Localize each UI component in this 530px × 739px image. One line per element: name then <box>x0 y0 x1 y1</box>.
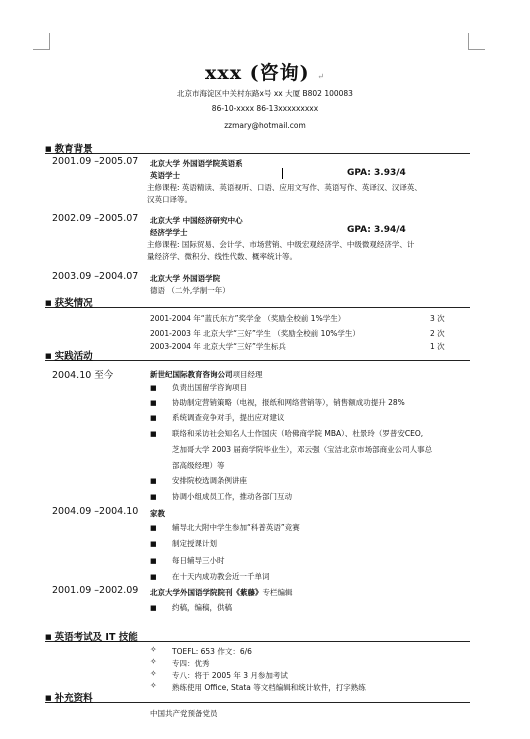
section-education: ■ 教育背景 <box>45 141 470 154</box>
bullet-icon: ■ <box>150 540 157 548</box>
practice-bullet-text: 辅导北大附中学生参加“科普英语”竞赛 <box>172 523 300 532</box>
practice-bullet-text: 约稿，编稿，供稿 <box>172 603 232 612</box>
page-corner-top-right <box>468 33 485 50</box>
practice-bullet-text: 在十天内成功教会近一千单词 <box>172 572 270 581</box>
section-bullet-icon: ■ <box>45 694 52 702</box>
award-count: 1 次 <box>430 342 445 351</box>
skill-item: TOEFL: 653 作文：6/6 <box>172 647 252 656</box>
supplement-text: 中国共产党预备党员 <box>150 709 218 718</box>
diamond-bullet-icon: ✧ <box>150 669 157 678</box>
resume-title: xxx (咨询) ↵ <box>205 62 325 84</box>
bullet-icon: ■ <box>150 384 157 392</box>
edu-gpa: GPA: 3.94/4 <box>347 225 406 235</box>
edu-degree: 德语 （二外,学制一年） <box>150 286 230 295</box>
award-item: 2003-2004 年 北京大学“三好”学生标兵 <box>150 342 286 351</box>
text-cursor <box>282 168 283 179</box>
practice-bullet-text: 部高级经理）等 <box>172 461 225 470</box>
edu-school: 北京大学 中国经济研究中心 <box>150 216 243 225</box>
section-bullet-icon: ■ <box>45 633 52 641</box>
bullet-icon: ■ <box>150 524 157 532</box>
section-practice: ■ 实践活动 <box>45 348 470 361</box>
edu-degree: 经济学学士 <box>150 228 188 237</box>
edu-gpa: GPA: 3.93/4 <box>347 168 406 178</box>
award-item: 2001-2003 年 北京大学“三好”学生 （奖励全校前 10%学生） <box>150 329 360 338</box>
section-awards: ■ 获奖情况 <box>45 295 470 308</box>
bullet-icon: ■ <box>150 493 157 501</box>
skill-item: 专八：将于 2005 年 3 月参加考试 <box>172 671 288 680</box>
practice-bullet-text: 负责出国留学咨询项目 <box>172 383 247 392</box>
edu-date: 2003.09 –2004.07 <box>52 271 139 282</box>
award-count: 2 次 <box>430 329 445 338</box>
edu-courses: 汉英口译等。 <box>147 195 192 204</box>
bullet-icon: ■ <box>150 399 157 407</box>
bullet-icon: ■ <box>150 557 157 565</box>
edu-courses: 主修课程: 英语精读、英语视听、口语、应用文写作、英语写作、英译汉、汉译英、 <box>147 183 422 192</box>
paragraph-mark-icon: ↵ <box>317 72 325 81</box>
bullet-icon: ■ <box>150 604 157 612</box>
diamond-bullet-icon: ✧ <box>150 657 157 666</box>
section-bullet-icon: ■ <box>45 299 52 307</box>
award-count: 3 次 <box>430 314 445 323</box>
bullet-icon: ■ <box>150 414 157 422</box>
section-bullet-icon: ■ <box>45 352 52 360</box>
practice-date: 2004.09 –2004.10 <box>52 506 139 517</box>
practice-bullet-text: 系统调查竞争对手，提出应对建议 <box>172 413 285 422</box>
practice-bullet-text: 协助制定营销策略（电视，报纸和网络营销等），销售额成功提升 28% <box>172 398 405 407</box>
edu-courses: 主修课程: 国际贸易、会计学、市场营销、中级宏观经济学、中级微观经济学、计 <box>147 240 415 249</box>
bullet-icon: ■ <box>150 430 157 438</box>
bullet-icon: ■ <box>150 573 157 581</box>
practice-bullet-text: 制定授课计划 <box>172 539 217 548</box>
practice-date: 2004.10 至今 <box>52 370 114 381</box>
practice-date: 2001.09 –2002.09 <box>52 585 139 596</box>
diamond-bullet-icon: ✧ <box>150 645 157 654</box>
edu-courses: 量经济学、微积分、线性代数、概率统计等。 <box>147 252 297 261</box>
skill-item: 熟练使用 Office, Stata 等文档编辑和统计软件，打字熟练 <box>172 683 366 692</box>
address-line: 北京市海淀区中关村东路x号 xx 大厦 B802 100083 <box>177 89 353 98</box>
email-line: zzmary@hotmail.com <box>224 121 306 130</box>
bullet-icon: ■ <box>150 477 157 485</box>
practice-bullet-text: 安排院校选调条例讲座 <box>172 476 247 485</box>
practice-bullet-text: 芝加哥大学 2003 届商学院毕业生），邓云强（宝洁北京市场部商业公司人事总 <box>172 445 433 454</box>
practice-bullet-text: 每日辅导三小时 <box>172 556 225 565</box>
award-item: 2001-2004 年“蓝氏东方”奖学金 （奖励全校前 1%学生） <box>150 314 346 323</box>
edu-date: 2001.09 –2005.07 <box>52 156 139 167</box>
edu-date: 2002.09 –2005.07 <box>52 213 139 224</box>
practice-org: 家教 <box>150 509 165 518</box>
diamond-bullet-icon: ✧ <box>150 681 157 690</box>
edu-degree: 英语学士 <box>150 171 180 180</box>
practice-bullet-text: 联络和采访社会知名人士作国庆（哈佛商学院 MBA）、杜景玲（罗普安CEO, <box>172 429 424 438</box>
edu-school: 北京大学 外国语学院 <box>150 274 221 283</box>
practice-org: 北京大学外国语学院院刊《紫藤》专栏编辑 <box>150 588 293 597</box>
skill-item: 专四：优秀 <box>172 659 210 668</box>
edu-school: 北京大学 外国语学院英语系 <box>150 159 243 168</box>
section-supplement: ■ 补充资料 <box>45 690 470 703</box>
practice-org: 新世纪国际教育咨询公司项目经理 <box>150 370 263 379</box>
section-english-it: ■ 英语考试及 IT 技能 <box>45 629 470 642</box>
page-corner-top-left <box>33 33 50 50</box>
practice-bullet-text: 协调小组成员工作，推动各部门互动 <box>172 492 292 501</box>
section-bullet-icon: ■ <box>45 145 52 153</box>
phone-line: 86-10-xxxx 86-13xxxxxxxxx <box>211 104 319 113</box>
